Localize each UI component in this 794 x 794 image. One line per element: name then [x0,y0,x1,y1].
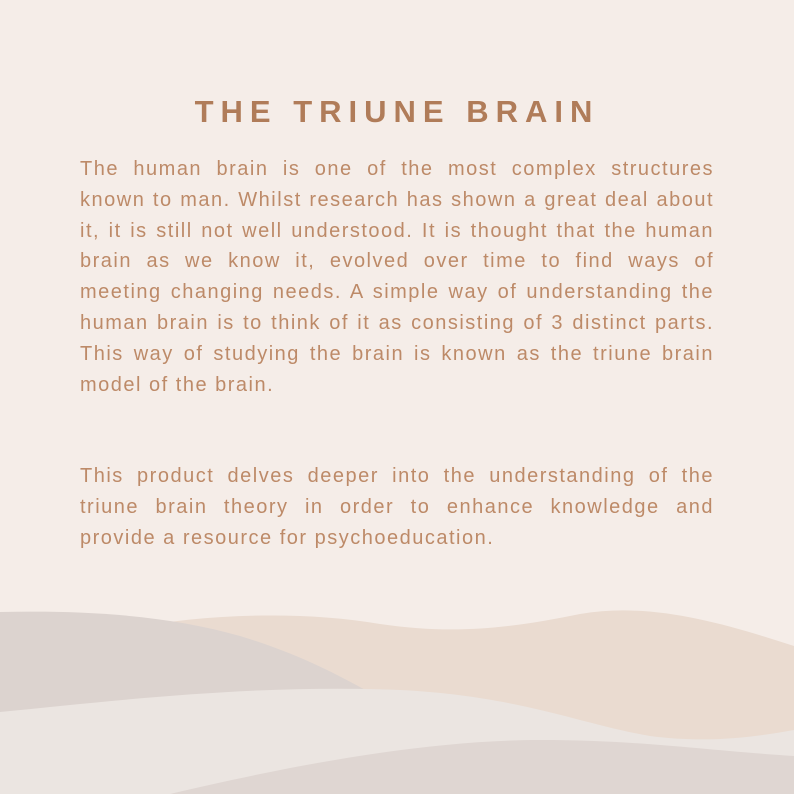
intro-paragraph: The human brain is one of the most complex structures known to man. Whilst research has shown a great deal about it, it is still not well understood. It is thought that the human brain as we know it, evolved over time to find ways of meeting changing needs. A simple way of understanding the human brain is to think of it as consisting of 3 distinct parts. This way of studying the brain is known as the triune brain model of the brain. [80,158,714,396]
page-title: THE TRIUNE BRAIN [194,94,600,129]
product-paragraph: This product delves deeper into the understanding of the triune brain theory in order to enhance knowledge and provide a resource for psychoeducation. [80,465,714,549]
decorative-waves [0,600,794,794]
